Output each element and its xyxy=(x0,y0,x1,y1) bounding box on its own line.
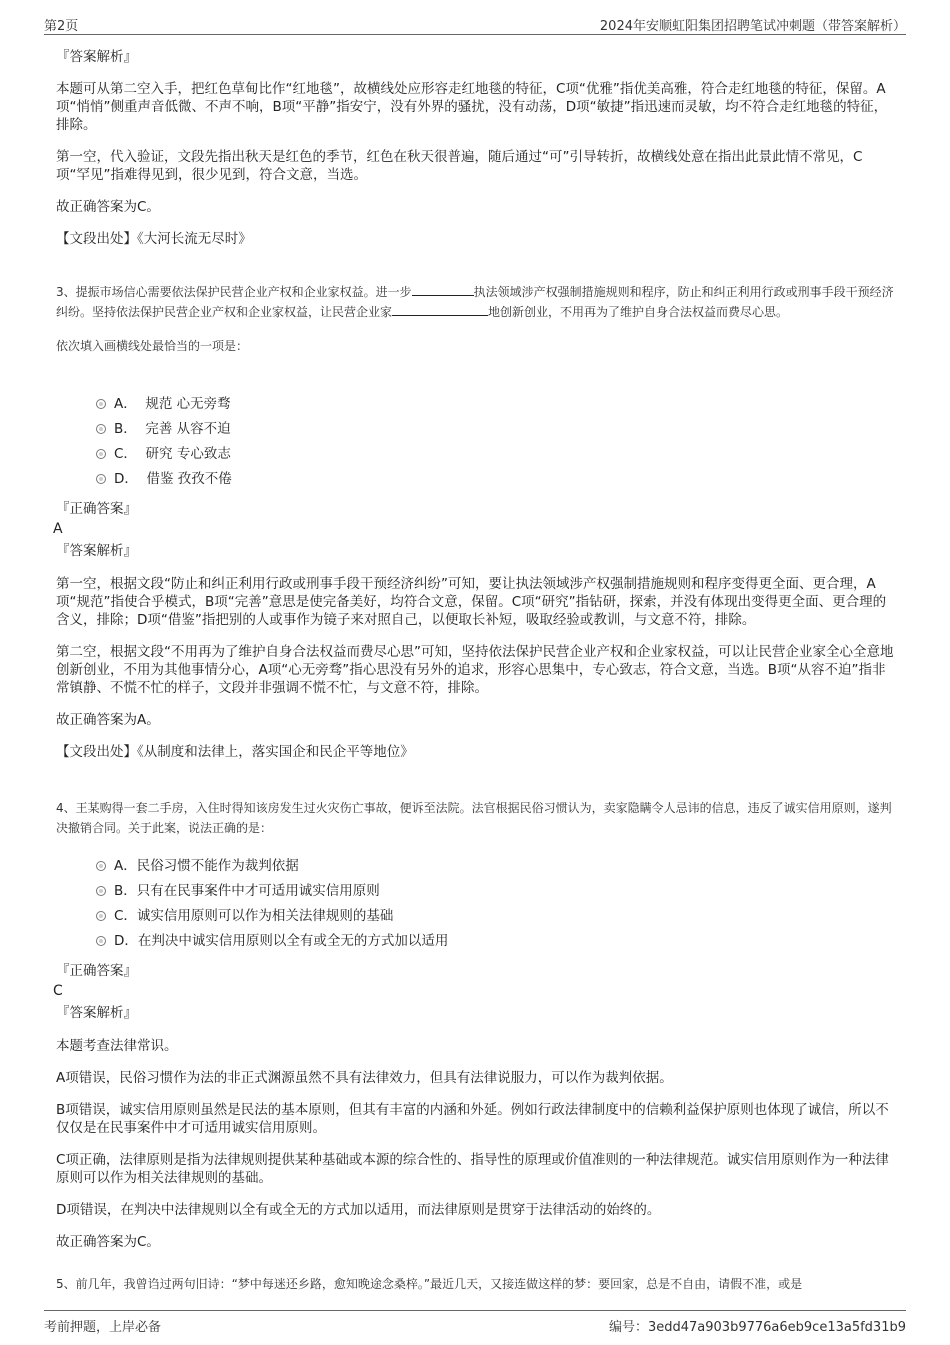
option-d[interactable] xyxy=(56,470,896,495)
option-letter: D． xyxy=(114,933,138,949)
block1-analysis xyxy=(56,48,896,248)
correct-answer-title: 『正确答案』 xyxy=(56,501,137,517)
analysis-conclusion: 故正确答案为C。 xyxy=(56,1234,160,1250)
option-letter: B． xyxy=(114,883,137,899)
radio-icon[interactable] xyxy=(96,936,106,946)
option-b[interactable] xyxy=(56,420,896,445)
analysis-paragraph: D项错误，在判决中法律规则以全有或全无的方式加以适用，而法律原则是贯穿于法律活动的始终的。 xyxy=(56,1202,661,1218)
code-value: 3edd47a903b9776a6eb9ce13a5fd31b9 xyxy=(647,1320,906,1335)
question-stem: 5、前几年，我曾诌过两句旧诗：“梦中每迷还乡路，愈知晚途念桑梓。”最近几天，又接连做这样的梦：要回家，总是不自由，请假不准，或是 xyxy=(56,1277,803,1291)
passage-source: 【文段出处】《大河长流无尽时》 xyxy=(56,231,252,247)
question-prompt: 依次填入画横线处最恰当的一项是： xyxy=(56,339,249,353)
question-stem xyxy=(56,282,896,322)
correct-answer: A xyxy=(53,521,63,537)
option-letter: C． xyxy=(114,908,137,924)
page-header xyxy=(44,12,906,35)
option-letter: D． xyxy=(114,471,138,487)
footer-slogan: 考前押题，上岸必备 xyxy=(44,1320,162,1335)
radio-icon[interactable] xyxy=(96,474,106,484)
option-letter: B． xyxy=(114,421,137,437)
code-label: 编号： xyxy=(608,1320,648,1335)
q3-analysis xyxy=(56,575,896,761)
radio-icon[interactable] xyxy=(96,861,106,871)
analysis-paragraph: 本题考查法律常识。 xyxy=(56,1038,178,1054)
analysis-conclusion: 故正确答案为A。 xyxy=(56,712,160,728)
stem-part: 执法领域涉产权强制措施规则和程序，防止和纠正利用行政或刑事手段干预经济纠纷。坚持依法保护民营企业产权和企业家权益，让民营企业家 xyxy=(56,285,894,319)
option-text: 完善 从容不迫 xyxy=(145,421,231,437)
question-5 xyxy=(56,1274,896,1294)
option-a[interactable] xyxy=(56,395,896,420)
analysis-paragraph: B项错误，诚实信用原则虽然是民法的基本原则，但其有丰富的内涵和外延。例如行政法律制度中的信赖利益保护原则也体现了诚信，所以不仅仅是在民事案件中才可适用诚实信用原则。 xyxy=(56,1102,889,1136)
option-text: 在判决中诚实信用原则以全有或全无的方式加以适用 xyxy=(137,933,449,949)
radio-icon[interactable] xyxy=(96,886,106,896)
option-b[interactable] xyxy=(56,882,896,907)
option-text: 借鉴 孜孜不倦 xyxy=(146,471,232,487)
option-text: 只有在民事案件中才可适用诚实信用原则 xyxy=(136,883,380,899)
analysis-title: 『答案解析』 xyxy=(56,1005,137,1021)
option-letter: C． xyxy=(114,446,137,462)
option-text: 规范 心无旁骛 xyxy=(145,396,231,412)
q3-answer xyxy=(53,500,896,560)
analysis-title: 『答案解析』 xyxy=(56,543,137,559)
option-d[interactable] xyxy=(56,932,896,957)
radio-icon[interactable] xyxy=(96,424,106,434)
analysis-paragraph: A项错误，民俗习惯作为法的非正式渊源虽然不具有法律效力，但具有法律说服力，可以作为裁判依据。 xyxy=(56,1070,673,1086)
q4-options xyxy=(56,857,896,957)
question-stem: 4、王某购得一套二手房，入住时得知该房发生过火灾伤亡事故，便诉至法院。法官根据民俗习惯认为，卖家隐瞒令人忌讳的信息，违反了诚实信用原则，遂判决撤销合同。关于此案，说法正确的是： xyxy=(56,801,892,835)
analysis-paragraph: 第一空，根据文段“防止和纠正利用行政或刑事手段干预经济纠纷”可知，要让执法领域涉产权强制措施规则和程序变得更全面、更合理，A项“规范”指使合乎模式，B项“完善”意思是使完备美好，均符合文意，保留。C项“研究”指钻研，探索，并没有体现出变得更全面、更合理的含义，排除；D项“借鉴”指把别的人或事作为镜子来对照自己，以便取长补短，吸取经验或教训，与文意不符，排除。 xyxy=(56,576,887,628)
q4-analysis xyxy=(56,1037,896,1251)
radio-icon[interactable] xyxy=(96,911,106,921)
analysis-paragraph: C项正确，法律原则是指为法律规则提供某种基础或本源的综合性的、指导性的原理或价值准则的一种法律规范。诚实信用原则作为一种法律原则可以作为相关法律规则的基础。 xyxy=(56,1152,889,1186)
option-c[interactable] xyxy=(56,445,896,470)
question-3 xyxy=(56,282,896,356)
page-number: 第2页 xyxy=(44,19,79,34)
option-letter: A． xyxy=(114,396,137,412)
option-text: 民俗习惯不能作为裁判依据 xyxy=(136,858,299,874)
question-4 xyxy=(56,798,896,838)
option-a[interactable] xyxy=(56,857,896,882)
stem-part: 地创新创业，不用再为了维护自身合法权益而费尽心思。 xyxy=(488,305,789,319)
fill-blank xyxy=(412,283,474,296)
option-text: 研究 专心致志 xyxy=(145,446,231,462)
passage-source: 【文段出处】《从制度和法律上，落实国企和民企平等地位》 xyxy=(56,744,414,760)
analysis-title: 『答案解析』 xyxy=(56,49,137,65)
q3-options xyxy=(56,395,896,495)
option-c[interactable] xyxy=(56,907,896,932)
stem-part: 3、提振市场信心需要依法保护民营企业产权和企业家权益。进一步 xyxy=(56,285,412,299)
document-title: 2024年安顺虹阳集团招聘笔试冲刺题（带答案解析） xyxy=(599,19,906,34)
option-letter: A． xyxy=(114,858,137,874)
document-code xyxy=(609,1316,906,1335)
option-text: 诚实信用原则可以作为相关法律规则的基础 xyxy=(136,908,394,924)
correct-answer: C xyxy=(53,983,63,999)
radio-icon[interactable] xyxy=(96,399,106,409)
q4-answer xyxy=(53,962,896,1022)
analysis-paragraph: 第一空，代入验证，文段先指出秋天是红色的季节，红色在秋天很普遍，随后通过“可”引导转折，故横线处意在指出此景此情不常见，C项“罕见”指难得见到，很少见到，符合文意，当选。 xyxy=(56,149,863,183)
analysis-conclusion: 故正确答案为C。 xyxy=(56,199,160,215)
fill-blank xyxy=(392,303,488,316)
page-footer xyxy=(44,1310,906,1335)
analysis-paragraph: 第二空，根据文段“不用再为了维护自身合法权益而费尽心思”可知，坚持依法保护民营企业产权和企业家权益，可以让民营企业家全心全意地创新创业，不用为其他事情分心，A项“心无旁骛”指心思没有另外的追求，形容心思集中，专心致志，符合文意，当选。B项“从容不迫”指非常镇静、不慌不忙的样子，文段并非强调不慌不忙，与文意不符，排除。 xyxy=(56,644,894,696)
radio-icon[interactable] xyxy=(96,449,106,459)
analysis-paragraph: 本题可从第二空入手，把红色草甸比作“红地毯”，故横线处应形容走红地毯的特征，C项“优雅”指优美高雅，符合走红地毯的特征，保留。A项“悄悄”侧重声音低微、不声不响，B项“平静”指安宁，没有外界的骚扰，没有动荡，D项“敏捷”指迅速而灵敏，均不符合走红地毯的特征，排除。 xyxy=(56,81,888,133)
correct-answer-title: 『正确答案』 xyxy=(56,963,137,979)
